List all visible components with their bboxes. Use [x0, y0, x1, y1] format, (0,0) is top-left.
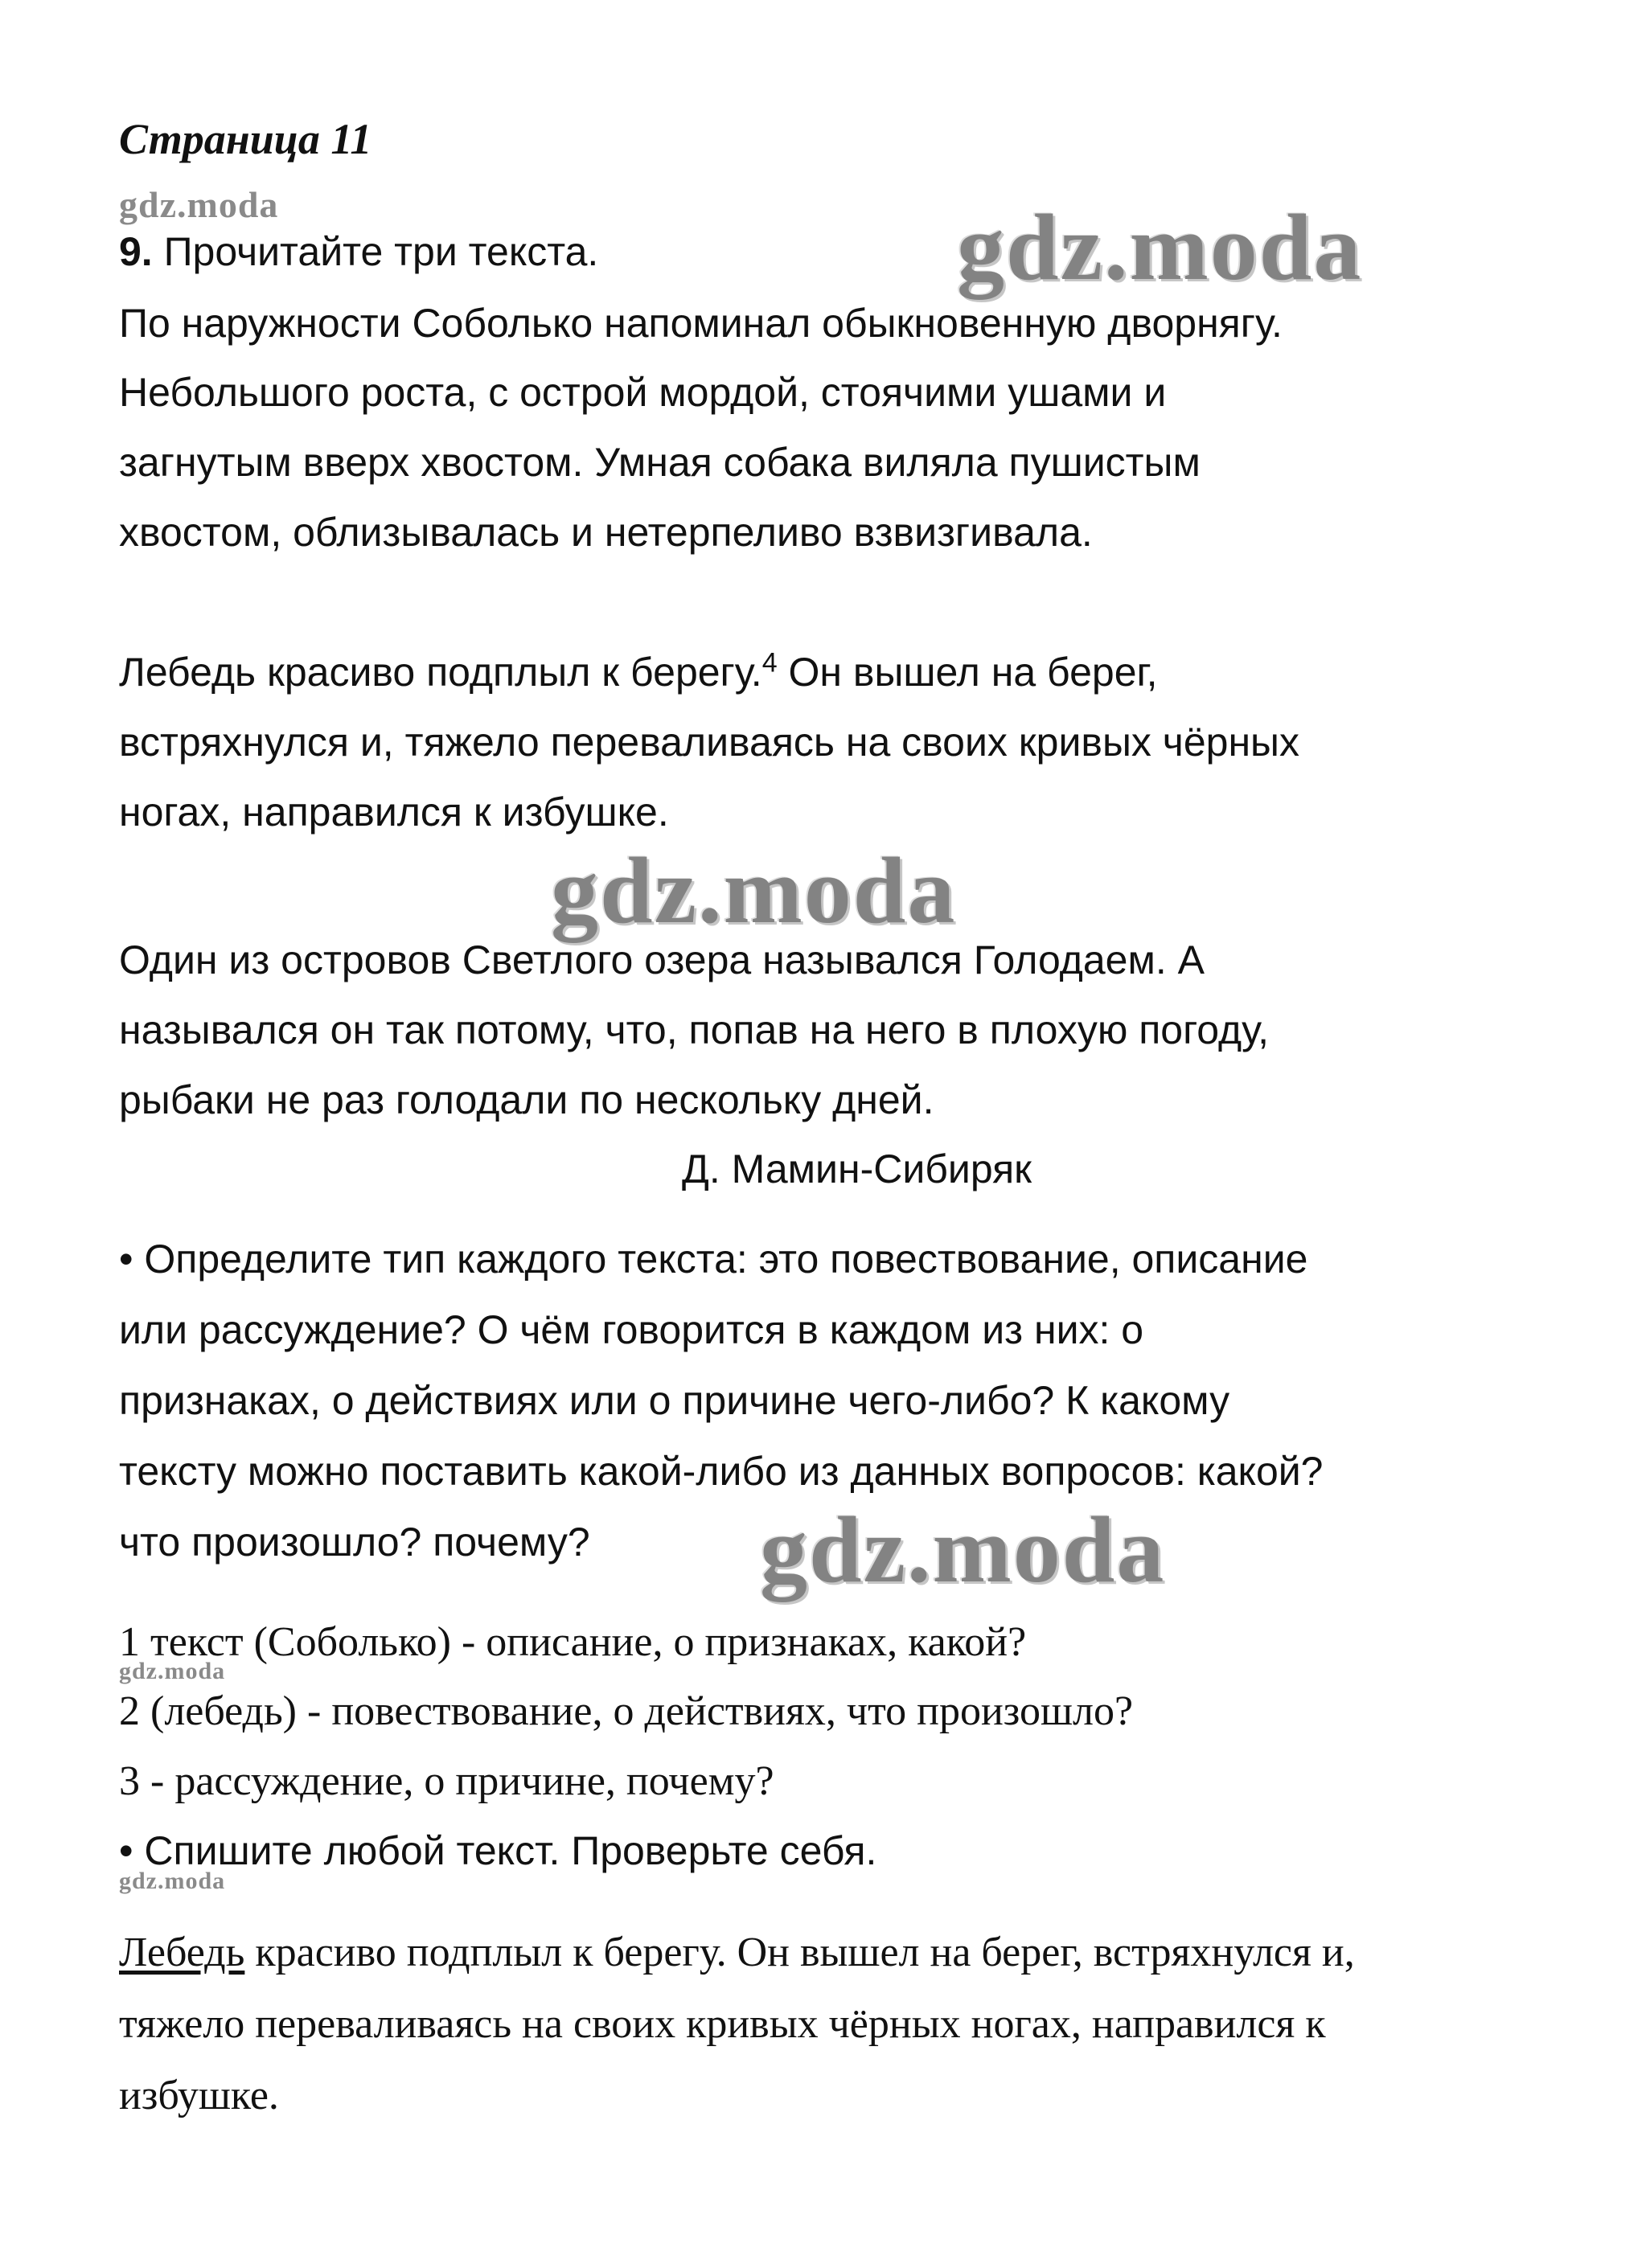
text2-line1-end: Он вышел на берег,: [777, 650, 1158, 695]
text1-line: Небольшого роста, с острой мордой, стоячими ушами и: [119, 370, 1167, 415]
watermark-small: gdz.moda: [119, 1868, 226, 1894]
task1-line: • Определите тип каждого текста: это повествование, описание: [119, 1237, 1308, 1282]
copy-line1-rest: красиво подплыл к берегу. Он вышел на берег, встряхнулся и,: [244, 1930, 1355, 1975]
watermark-small: gdz.moda: [119, 1658, 226, 1684]
text1-line: По наружности Соболько напоминал обыкновенную дворнягу.: [119, 301, 1283, 346]
copy-line: [119, 1928, 1355, 1978]
task1-line: признаках, о действиях или о причине чего-либо? К какому: [119, 1378, 1230, 1423]
task1-line: или рассуждение? О чём говорится в каждом из них: о: [119, 1307, 1144, 1352]
watermark-large: gdz.moda: [551, 838, 957, 943]
copy-line: избушке.: [119, 2073, 279, 2118]
task1-line: тексту можно поставить какой-либо из данных вопросов: какой?: [119, 1449, 1324, 1494]
author: Д. Мамин-Сибиряк: [682, 1146, 1032, 1191]
exercise-number: 9.: [119, 229, 153, 274]
text2-line1-start: Лебедь красиво подплыл к берегу.: [119, 650, 762, 695]
footnote-marker: 4: [761, 647, 778, 679]
underlined-word: Лебедь: [119, 1930, 245, 1975]
text3-line: Один из островов Светлого озера назывался Голодаем. А: [119, 937, 1205, 982]
task2-line: • Спишите любой текст. Проверьте себя.: [119, 1828, 877, 1873]
task1-line: что произошло? почему?: [119, 1520, 590, 1565]
answer-line: 1 текст (Соболько) - описание, о признаках, какой?: [119, 1619, 1027, 1665]
watermark-small: gdz.moda: [119, 184, 279, 225]
copy-line: тяжело переваливаясь на своих кривых чёрных ногах, направился к: [119, 2001, 1326, 2047]
text3-line: назывался он так потому, что, попав на него в плохую погоду,: [119, 1007, 1270, 1052]
exercise-heading: [119, 228, 598, 276]
text1-line: загнутым вверх хвостом. Умная собака виляла пушистым: [119, 440, 1201, 485]
watermark-large: gdz.moda: [760, 1497, 1166, 1602]
text2-line: встряхнулся и, тяжело переваливаясь на своих кривых чёрных: [119, 720, 1299, 765]
answer-line: 2 (лебедь) - повествование, о действиях, что произошло?: [119, 1688, 1134, 1734]
answer-line: 3 - рассуждение, о причине, почему?: [119, 1758, 774, 1804]
text2-line: ногах, направился к избушке.: [119, 789, 669, 835]
text1-line: хвостом, облизывалась и нетерпеливо взвизгивала.: [119, 510, 1093, 555]
watermark-large: gdz.moda: [957, 195, 1363, 300]
text2-line: [119, 648, 1158, 696]
exercise-instruction: Прочитайте три текста.: [163, 229, 599, 274]
text3-line: рыбаки не раз голодали по нескольку дней.: [119, 1077, 934, 1122]
page-title: Страница 11: [119, 115, 372, 163]
